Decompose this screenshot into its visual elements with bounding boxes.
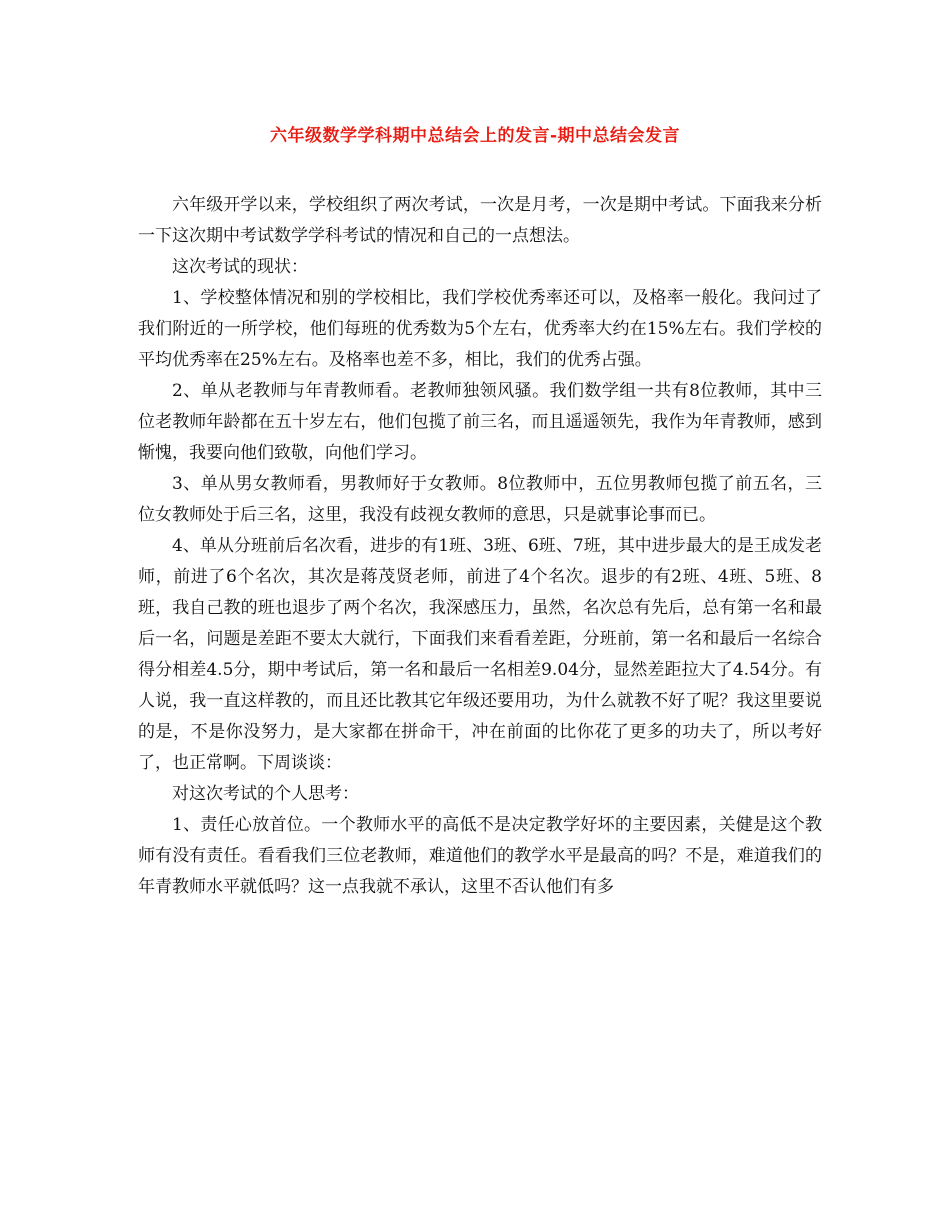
paragraph-status-heading: 这次考试的现状： bbox=[172, 257, 308, 277]
paragraph-point-4: 4、单从分班前后名次看，进步的有1班、3班、6班、7班，其中进步最大的是王成发老师，前进了6个名次，其次是蒋茂贤老师，前进了4个名次。退步的有2班、4班、5班、8班，我自己教的班也退步了两个名次，我深感压力，虽然，名次总有先后，总有第一名和最后一名，问题是差距不要太大就行，下面我们来看看差距，分班前，第一名和最后一名综合得分相差4.5分，期中考试后，第一名和最后一名相差9.04分，显然差距拉大了4.54分。有人说，我一直这样教的，而且还比教其它年级还要用功，为什么就教不好了呢？我这里要说的是，不是你没努力，是大家都在拼命干，冲在前面的比你花了更多的功夫了，所以考好了，也正常啊。下周谈谈： bbox=[138, 536, 822, 773]
document-body bbox=[138, 190, 822, 903]
paragraph-point-3: 3、单从男女教师看，男教师好于女教师。8位教师中，五位男教师包揽了前五名，三位女教师处于后三名，这里，我没有歧视女教师的意思，只是就事论事而已。 bbox=[138, 474, 822, 525]
paragraph-reflection-1: 1、责任心放首位。一个教师水平的高低不是决定教学好坏的主要因素，关健是这个教师有没有责任。看看我们三位老教师，难道他们的教学水平是最高的吗？不是，难道我们的年青教师水平就低吗？这一点我就不承认，这里不否认他们有多 bbox=[138, 815, 822, 897]
paragraph-reflection-heading: 对这次考试的个人思考： bbox=[172, 784, 359, 804]
paragraph-point-2: 2、单从老教师与年青教师看。老教师独领风骚。我们数学组一共有8位教师，其中三位老教师年龄都在五十岁左右，他们包揽了前三名，而且遥遥领先，我作为年青教师，感到惭愧，我要向他们致敬，向他们学习。 bbox=[138, 381, 822, 463]
document-title: 六年级数学学科期中总结会上的发言-期中总结会发言 bbox=[269, 126, 681, 146]
paragraph-point-1: 1、学校整体情况和别的学校相比，我们学校优秀率还可以，及格率一般化。我问过了我们附近的一所学校，他们每班的优秀数为5个左右，优秀率大约在15%左右。我们学校的平均优秀率在25%左右。及格率也差不多，相比，我们的优秀占强。 bbox=[138, 288, 822, 370]
paragraph-intro: 六年级开学以来，学校组织了两次考试，一次是月考，一次是期中考试。下面我来分析一下这次期中考试数学学科考试的情况和自己的一点想法。 bbox=[138, 195, 822, 246]
